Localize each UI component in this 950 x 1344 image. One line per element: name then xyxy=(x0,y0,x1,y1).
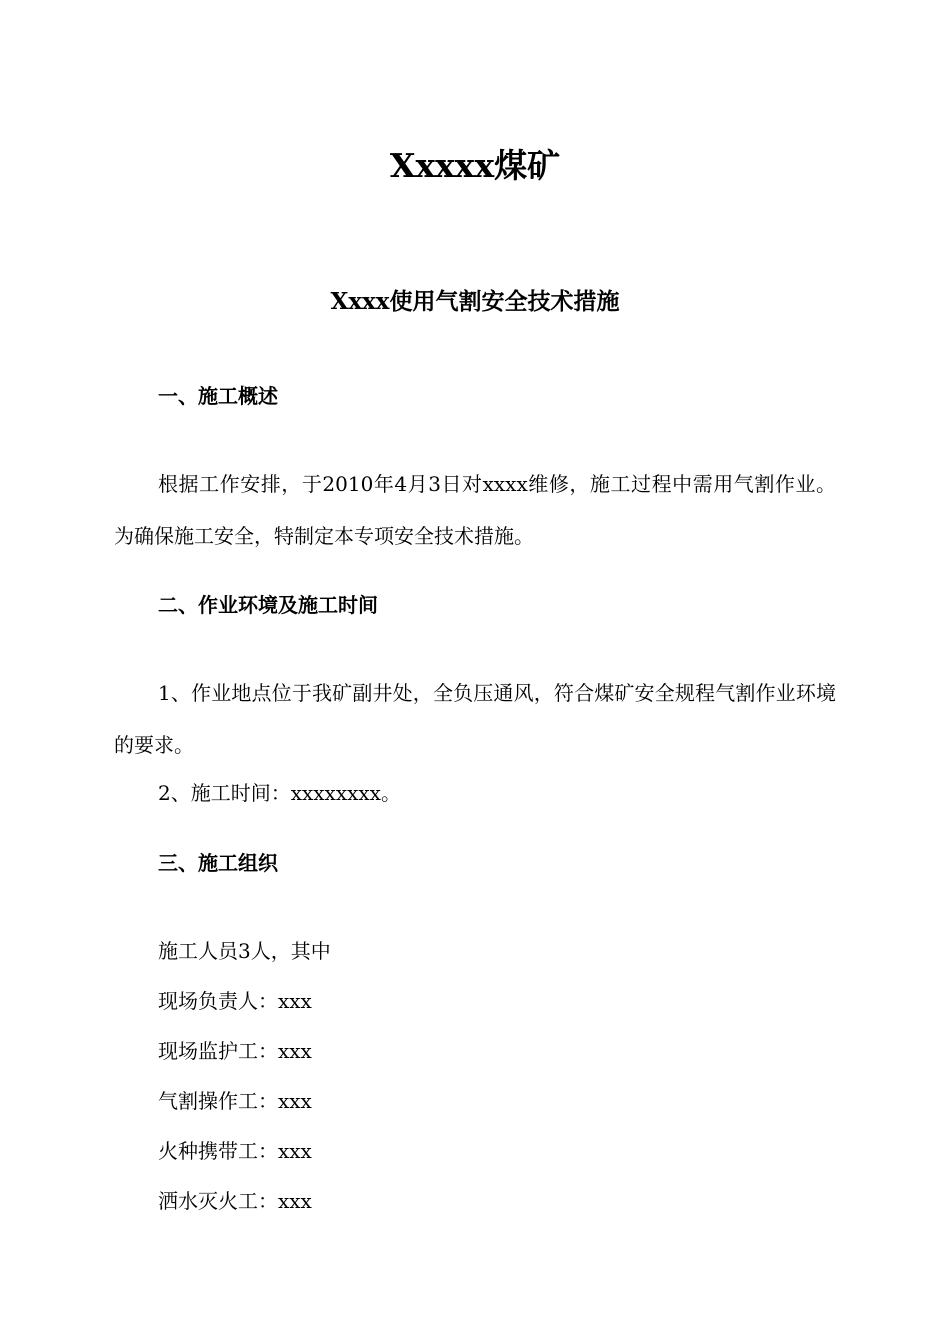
section-heading-environment: 二、作业环境及施工时间 xyxy=(158,593,378,617)
staff-line-fire-carrier: 火种携带工：xxx xyxy=(158,1139,312,1163)
section-paragraph-overview: 根据工作安排，于2010年4月3日对xxxx维修，施工过程中需用气割作业。为确保施工安全，特制定本专项安全技术措施。 xyxy=(114,472,836,548)
section-heading-organization: 三、施工组织 xyxy=(158,851,278,875)
staff-line-site-manager: 现场负责人：xxx xyxy=(158,989,312,1013)
staff-line-site-supervisor: 现场监护工：xxx xyxy=(158,1039,312,1063)
staff-line-water-extinguisher: 洒水灭火工：xxx xyxy=(158,1189,312,1213)
section-paragraph-location: 1、作业地点位于我矿副井处，全负压通风，符合煤矿安全规程气割作业环境的要求。 xyxy=(114,681,836,757)
staff-line-cutting-operator: 气割操作工：xxx xyxy=(158,1089,312,1113)
document-title: Xxxxx煤矿 xyxy=(389,146,561,185)
section-paragraph-time: 2、施工时间：xxxxxxxx。 xyxy=(158,781,401,805)
section-heading-overview: 一、施工概述 xyxy=(158,384,278,408)
staff-intro-line: 施工人员3人，其中 xyxy=(158,939,331,963)
document-subtitle: Xxxx使用气割安全技术措施 xyxy=(330,288,620,315)
